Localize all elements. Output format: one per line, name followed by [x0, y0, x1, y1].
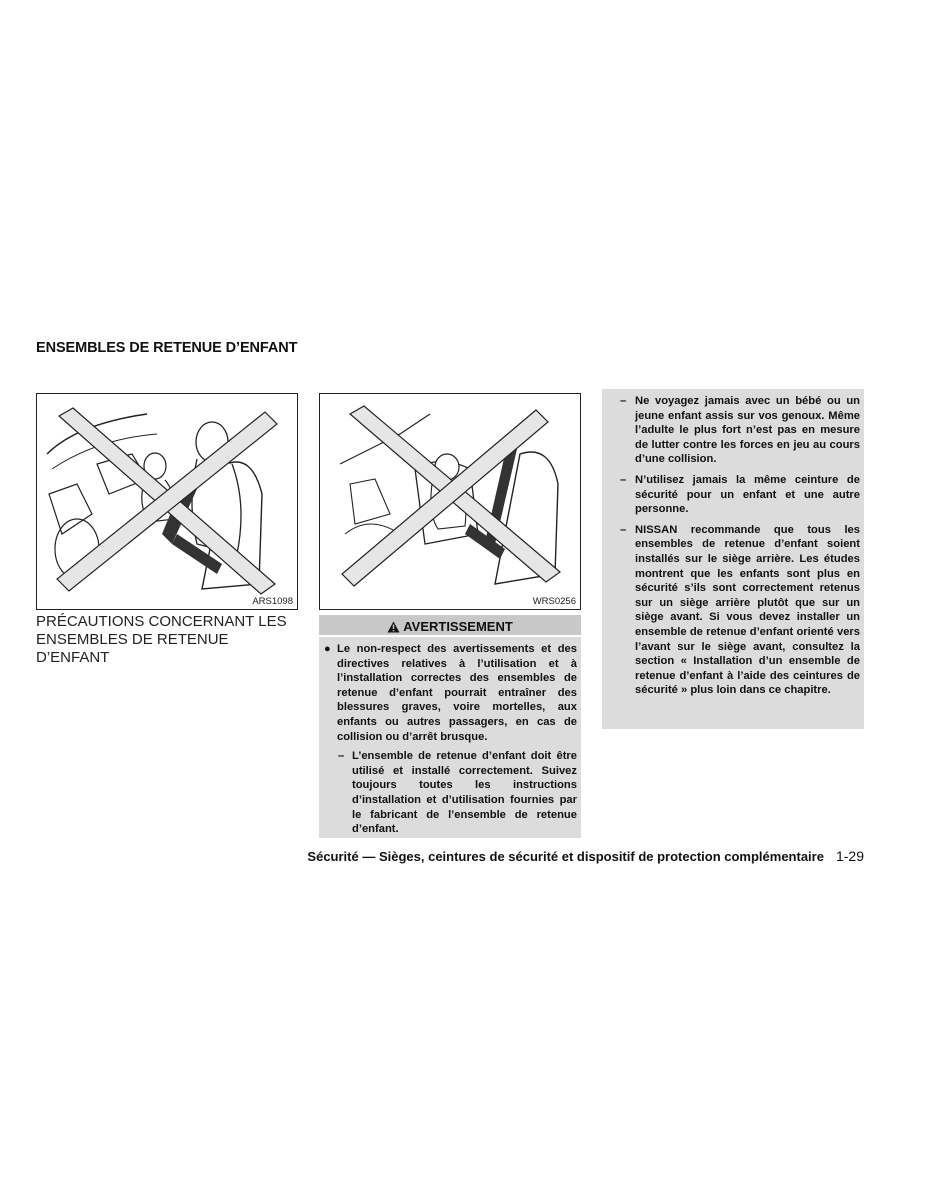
footer-text: Sécurité — Sièges, ceintures de sécurité et dispositif de protection complémentaire — [307, 849, 824, 864]
figure-child-on-lap — [36, 393, 298, 610]
section-title: ENSEMBLES DE RETENUE D’ENFANT — [36, 340, 298, 356]
warning-header — [319, 615, 581, 637]
warning-body — [324, 642, 577, 837]
dash-marker: – — [338, 750, 345, 763]
list-item — [620, 523, 860, 698]
dash-marker: – — [620, 523, 627, 536]
warning-dash-item — [338, 749, 577, 837]
dash-marker: – — [620, 395, 627, 407]
dash-marker: – — [620, 473, 627, 486]
list-item-text: N’utilisez jamais la même ceinture de sécurité pour un enfant et une autre personne. — [635, 473, 860, 516]
list-item — [620, 394, 860, 467]
right-list — [620, 394, 860, 704]
page-footer — [270, 848, 864, 864]
list-item-text: Ne voyagez jamais avec un bébé ou un jeune enfant assis sur vos genoux. Même l’adulte le plus fort n’est pas en mesure de lutter contre les forces en jeu au cours d’une collision. — [635, 395, 860, 466]
warning-bullet-text: Le non-respect des avertissements et des directives relatives à l’utilisation et à l’installation correctes des ensembles de retenue d’enfant pourrait entraîner des blessures graves, voire mortelles, aux enfants ou autres passagers, en cas de collision ou d’arrêt brusque. — [337, 643, 577, 743]
child-seat-prohibited-illustration — [320, 394, 580, 609]
subsection-title: PRÉCAUTIONS CONCERNANT LES ENSEMBLES DE RETENUE D’ENFANT — [36, 613, 287, 666]
figure-code: WRS0256 — [532, 596, 576, 607]
warning-bullet-item — [324, 642, 577, 744]
page-number: 1-29 — [835, 848, 864, 864]
bullet-icon: ● — [324, 643, 331, 655]
warning-box — [319, 615, 581, 838]
figure-shared-belt — [319, 393, 581, 610]
figure-code: ARS1098 — [252, 596, 293, 607]
right-warning-continuation — [602, 389, 864, 729]
warning-triangle-icon — [387, 617, 400, 641]
list-item — [620, 473, 860, 517]
warning-dash-text: L’ensemble de retenue d’enfant doit être utilisé et installé correctement. Suivez toujours toutes les instructions d’installation et d’utilisation fournies par le fabricant de l’ensemble de retenue d’enfant. — [352, 750, 577, 836]
list-item-text: NISSAN recommande que tous les ensembles de retenue d’enfant soient installés sur le siège arrière. Les études montrent que les enfants sont plus en sécurité s’ils sont correctement retenus sur un siège arrière plutôt que sur un siège avant. Si vous devez installer un ensemble de retenue d’enfant orienté vers l’avant sur le siège avant, consultez la section « Installation d’un ensemble de retenue d’enfant à l’aide des ceintures de sécurité » plus loin dans ce chapitre. — [635, 523, 860, 697]
child-seat-prohibited-illustration — [37, 394, 297, 609]
warning-header-label: AVERTISSEMENT — [403, 619, 513, 634]
